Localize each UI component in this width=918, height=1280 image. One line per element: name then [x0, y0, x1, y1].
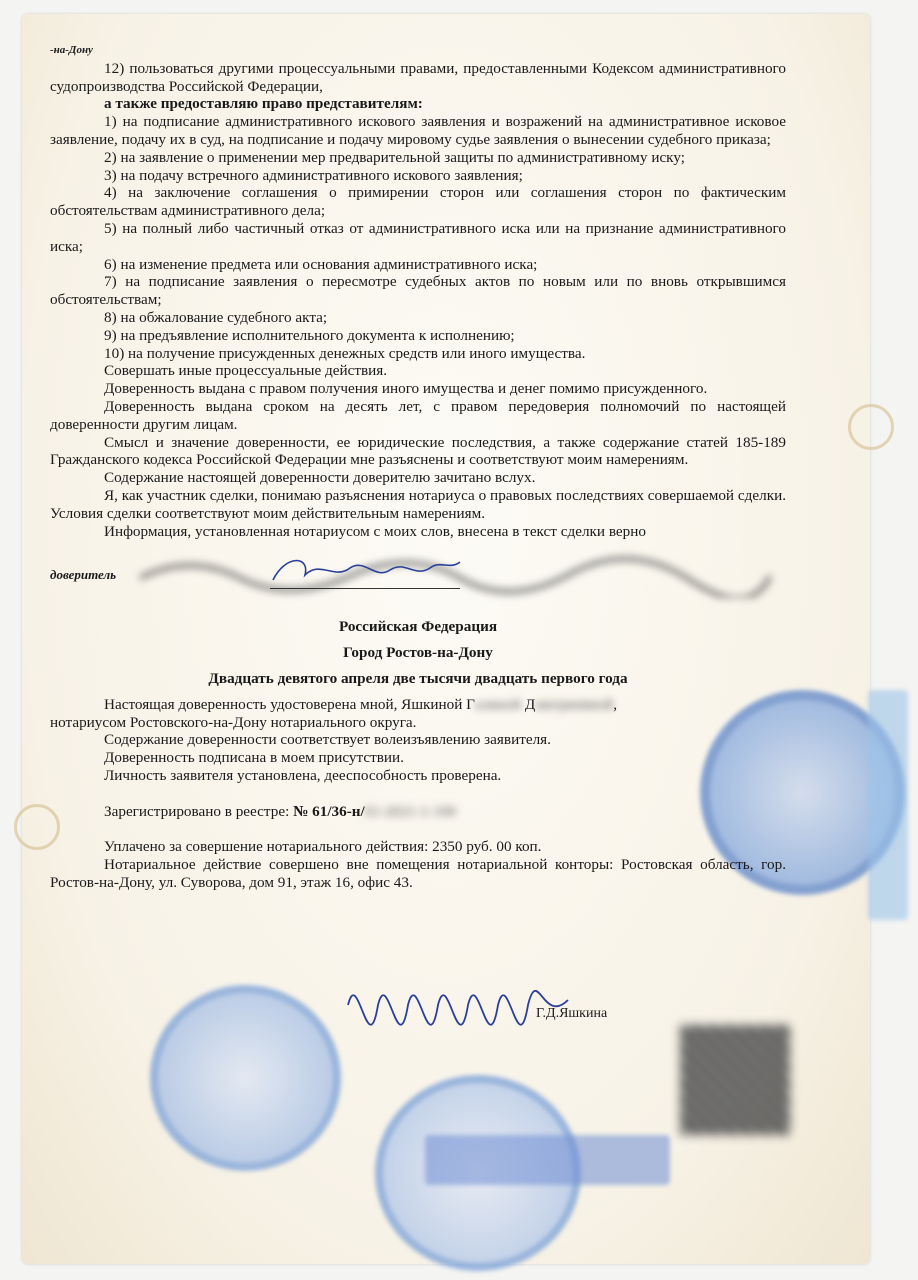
qr-code: [680, 1025, 790, 1135]
list-item: 4) на заключение соглашения о примирении сторон или соглашения сторон по фактическим обстоятельствам административного дела;: [50, 184, 786, 220]
paragraph: Личность заявителя установлена, дееспособность проверена.: [104, 766, 502, 784]
list-item: 6) на изменение предмета или основания административного иска;: [104, 255, 538, 273]
registry-stamp: [868, 690, 908, 920]
certified-by-text-2: Д: [524, 695, 536, 713]
country-heading: Российская Федерация: [338, 618, 498, 636]
list-item: 1) на подписание административного искового заявления и возражений на административное исковое заявление, подачу их в суд, на подписание и подачу мировому судье заявления о вынесении судебного приказа;: [50, 113, 786, 148]
paragraph: Доверенность выдана с правом получения иного имущества и денег помимо присужденного.: [104, 380, 708, 398]
notary-seal: [150, 985, 341, 1171]
location-line: Нотариальное действие совершено вне помещения нотариальной конторы: Ростовская область, гор. Ростов-на-Дону, ул. Суворова, дом 91, этаж 16, офис 43.: [50, 856, 786, 892]
paragraph: Доверенность подписана в моем присутствии.: [104, 749, 404, 767]
paragraph: 12) пользоваться другими процессуальными правами, предоставленными Кодексом административного судопроизводства Российской Федерации,: [50, 59, 786, 95]
paragraph: Смысл и значение доверенности, ее юридические последствия, а также содержание статей 185-189 Гражданского кодекса Российской Федерации мне разъяснены и соответствуют моим намерениям.: [50, 433, 786, 469]
paragraph: Содержание настоящей доверенности доверителю зачитано вслух.: [104, 469, 536, 487]
list-item: 9) на предъявление исполнительного документа к исполнению;: [104, 326, 515, 344]
paragraph: Доверенность выдана сроком на десять лет, с правом передоверия полномочий по настоящей доверенности другим лицам.: [50, 397, 786, 433]
notary-name: Г.Д.Яшкина: [536, 1006, 608, 1021]
certified-by-text: Настоящая доверенность удостоверена мной, Яшкиной Г: [104, 695, 475, 713]
document-text: [50, 42, 786, 892]
paragraph: Я, как участник сделки, понимаю разъяснения нотариуса о правовых последствиях совершаемой сделки. Условия сделки соответствуют моим действительным намерениям.: [50, 486, 786, 522]
paragraph: Настоящая доверенность удостоверена мной, Яшкиной Галиной Дмитриевной,: [104, 695, 618, 713]
list-item: 3) на подачу встречного административного искового заявления;: [104, 166, 523, 184]
list-item: 2) на заявление о применении мер предварительной защиты по административному иску;: [104, 148, 685, 166]
city-header: -на-Дону: [50, 44, 93, 56]
registry-stamp: [425, 1135, 670, 1185]
signer-signature-row: [50, 540, 786, 610]
signature-line: [270, 588, 460, 589]
list-item: 8) на обжалование судебного акта;: [104, 308, 328, 326]
paragraph: Содержание доверенности соответствует волеизъявлению заявителя.: [104, 731, 551, 749]
signer-label: доверитель: [50, 567, 117, 583]
rights-heading: а также предоставляю право представителям:: [104, 95, 423, 113]
payment-line: Уплачено за совершение нотариального действия: 2350 руб. 00 коп.: [104, 838, 542, 856]
redacted-registry-number: 61-2021-1-100: [364, 802, 456, 820]
list-item: 7) на подписание заявления о пересмотре судебных актов по новым или по вновь открывшимся обстоятельствам;: [50, 273, 786, 309]
redacted-patronymic: митриевной: [535, 695, 614, 713]
list-item: 5) на полный либо частичный отказ от административного иска или на признание административного иска;: [50, 219, 786, 255]
paragraph: Совершать иные процессуальные действия.: [104, 362, 388, 380]
registry-line: [50, 803, 786, 821]
list-item: 10) на получение присужденных денежных средств или иного имущества.: [104, 344, 586, 362]
paragraph: нотариусом Ростовского-на-Дону нотариального округа.: [50, 713, 417, 731]
city-heading: Город Ростов-на-Дону: [343, 644, 493, 662]
redacted-name: алиной: [474, 695, 522, 713]
date-heading: Двадцать девятого апреля две тысячи двадцать первого года: [208, 669, 628, 687]
scroll-curl-decoration: [848, 404, 894, 450]
paragraph: Информация, установленная нотариусом с моих слов, внесена в текст сделки верно: [104, 522, 646, 540]
registry-label: Зарегистрировано в реестре:: [104, 802, 290, 820]
registry-number: № 61/36-н/: [293, 802, 365, 820]
